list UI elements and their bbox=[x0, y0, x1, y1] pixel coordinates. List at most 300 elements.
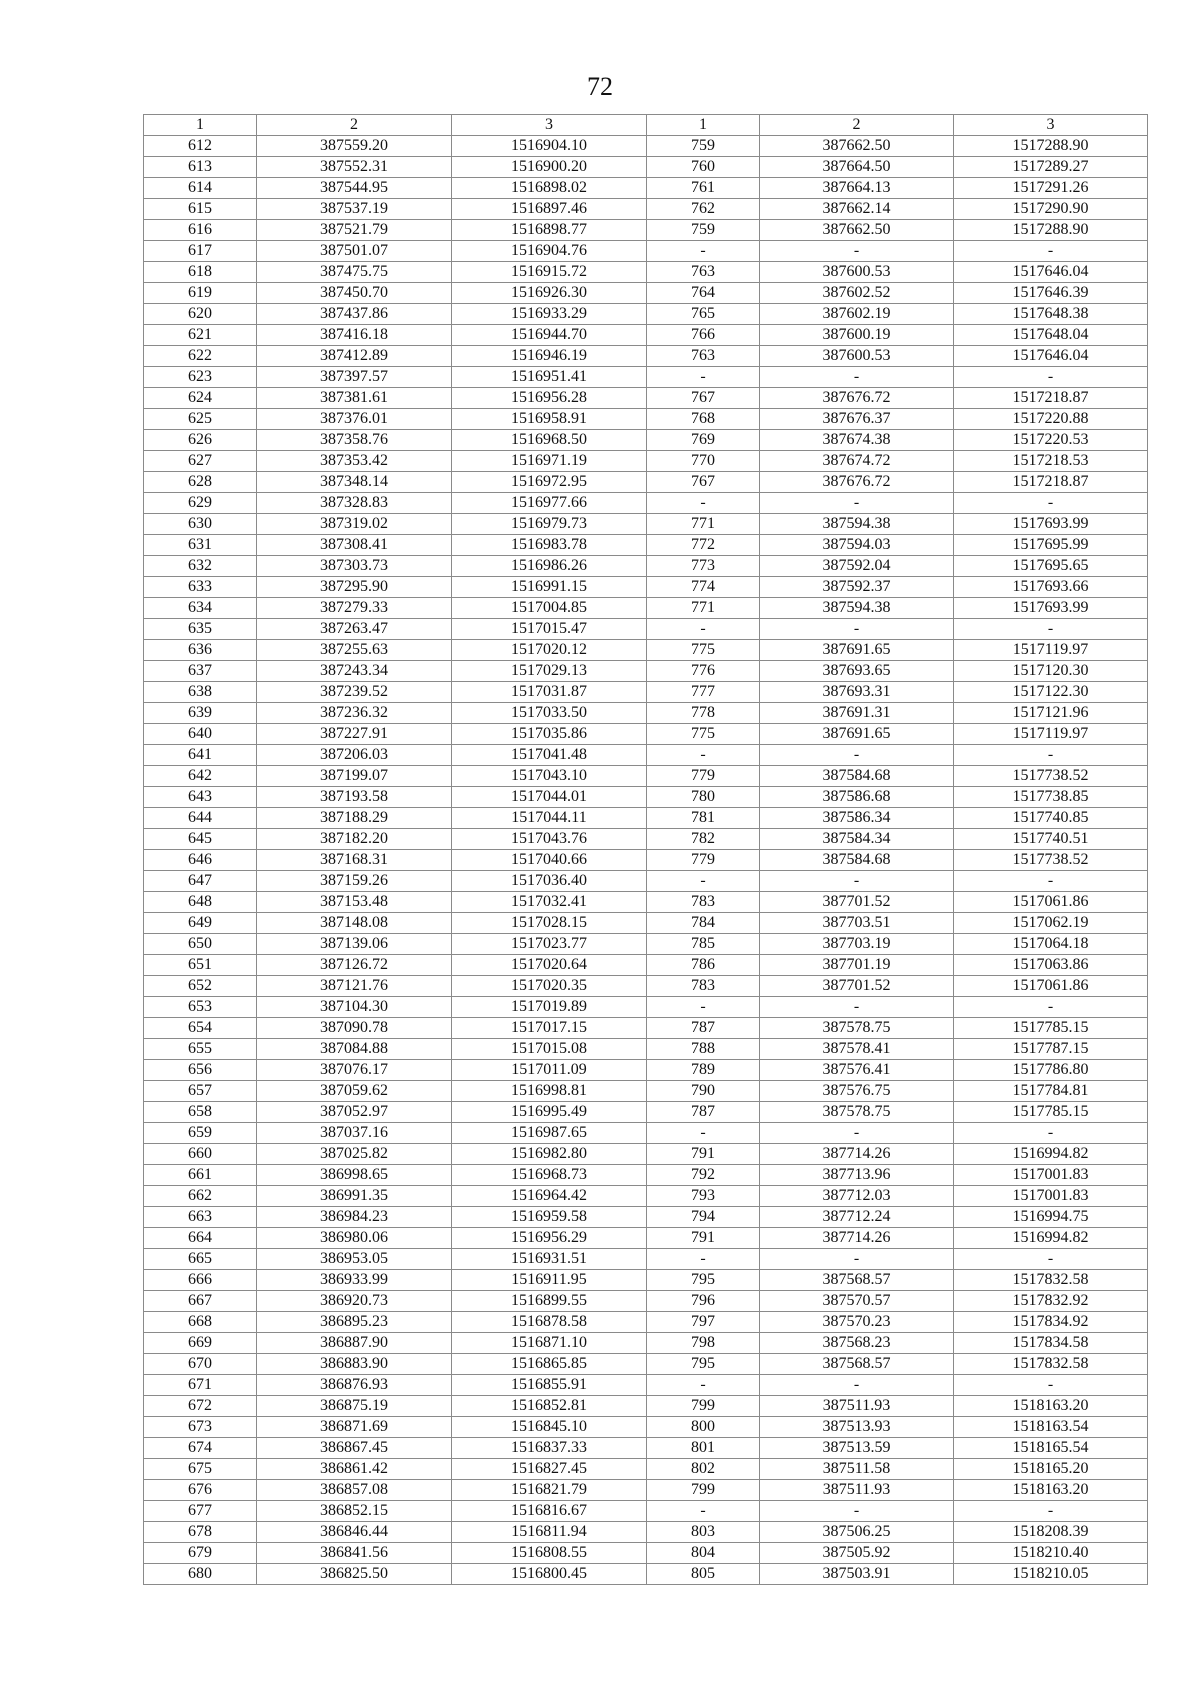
y-coordinate-cell: 1517061.86 bbox=[954, 892, 1148, 913]
y-coordinate-cell: - bbox=[954, 367, 1148, 388]
y-coordinate-cell: 1517738.52 bbox=[954, 850, 1148, 871]
y-coordinate-cell: 1517832.92 bbox=[954, 1291, 1148, 1312]
y-coordinate-cell: 1517834.92 bbox=[954, 1312, 1148, 1333]
y-coordinate-cell: 1516959.58 bbox=[452, 1207, 647, 1228]
y-coordinate-cell: 1517017.15 bbox=[452, 1018, 647, 1039]
x-coordinate-cell: 387691.65 bbox=[760, 640, 954, 661]
x-coordinate-cell: 387511.93 bbox=[760, 1396, 954, 1417]
point-number-cell: - bbox=[647, 997, 760, 1018]
x-coordinate-cell: 387662.50 bbox=[760, 136, 954, 157]
x-coordinate-cell: 387600.53 bbox=[760, 262, 954, 283]
point-number-cell: 630 bbox=[144, 514, 257, 535]
x-coordinate-cell: 387308.41 bbox=[257, 535, 452, 556]
point-number-cell: 652 bbox=[144, 976, 257, 997]
point-number-cell: 800 bbox=[647, 1417, 760, 1438]
point-number-cell: 638 bbox=[144, 682, 257, 703]
point-number-cell: 617 bbox=[144, 241, 257, 262]
point-number-cell: 626 bbox=[144, 430, 257, 451]
y-coordinate-cell: 1516898.77 bbox=[452, 220, 647, 241]
x-coordinate-cell: 387295.90 bbox=[257, 577, 452, 598]
y-coordinate-cell: 1518163.54 bbox=[954, 1417, 1148, 1438]
x-coordinate-cell: 386953.05 bbox=[257, 1249, 452, 1270]
x-coordinate-cell: 387537.19 bbox=[257, 199, 452, 220]
y-coordinate-cell: 1516994.82 bbox=[954, 1228, 1148, 1249]
y-coordinate-cell: 1517832.58 bbox=[954, 1354, 1148, 1375]
y-coordinate-cell: 1517019.89 bbox=[452, 997, 647, 1018]
y-coordinate-cell: 1516865.85 bbox=[452, 1354, 647, 1375]
point-number-cell: 675 bbox=[144, 1459, 257, 1480]
point-number-cell: 791 bbox=[647, 1144, 760, 1165]
table-row bbox=[144, 304, 1148, 325]
y-coordinate-cell: 1516951.41 bbox=[452, 367, 647, 388]
y-coordinate-cell: 1516968.50 bbox=[452, 430, 647, 451]
table-row bbox=[144, 136, 1148, 157]
x-coordinate-cell: 387052.97 bbox=[257, 1102, 452, 1123]
y-coordinate-cell: 1517015.08 bbox=[452, 1039, 647, 1060]
y-coordinate-cell: 1517740.85 bbox=[954, 808, 1148, 829]
y-coordinate-cell: 1516898.02 bbox=[452, 178, 647, 199]
y-coordinate-cell: 1516931.51 bbox=[452, 1249, 647, 1270]
point-number-cell: 777 bbox=[647, 682, 760, 703]
x-coordinate-cell: 387319.02 bbox=[257, 514, 452, 535]
point-number-cell: 670 bbox=[144, 1354, 257, 1375]
y-coordinate-cell: 1517693.99 bbox=[954, 514, 1148, 535]
point-number-cell: 796 bbox=[647, 1291, 760, 1312]
point-number-cell: 801 bbox=[647, 1438, 760, 1459]
y-coordinate-cell: 1517040.66 bbox=[452, 850, 647, 871]
point-number-cell: 628 bbox=[144, 472, 257, 493]
x-coordinate-cell: 386920.73 bbox=[257, 1291, 452, 1312]
x-coordinate-cell: 387126.72 bbox=[257, 955, 452, 976]
y-coordinate-cell: 1516933.29 bbox=[452, 304, 647, 325]
table-row bbox=[144, 1186, 1148, 1207]
x-coordinate-cell: 387676.72 bbox=[760, 472, 954, 493]
point-number-cell: 625 bbox=[144, 409, 257, 430]
point-number-cell: 797 bbox=[647, 1312, 760, 1333]
y-coordinate-cell: 1517001.83 bbox=[954, 1186, 1148, 1207]
x-coordinate-cell: 386875.19 bbox=[257, 1396, 452, 1417]
x-coordinate-cell: 387570.23 bbox=[760, 1312, 954, 1333]
y-coordinate-cell: 1517020.35 bbox=[452, 976, 647, 997]
x-coordinate-cell: 387578.75 bbox=[760, 1102, 954, 1123]
point-number-cell: 779 bbox=[647, 766, 760, 787]
point-number-cell: 658 bbox=[144, 1102, 257, 1123]
x-coordinate-cell: 387693.31 bbox=[760, 682, 954, 703]
x-coordinate-cell: 386933.99 bbox=[257, 1270, 452, 1291]
point-number-cell: 771 bbox=[647, 514, 760, 535]
x-coordinate-cell: 387513.59 bbox=[760, 1438, 954, 1459]
x-coordinate-cell: - bbox=[760, 619, 954, 640]
y-coordinate-cell: 1516816.67 bbox=[452, 1501, 647, 1522]
table-header-row bbox=[144, 115, 1148, 136]
y-coordinate-cell: 1517648.04 bbox=[954, 325, 1148, 346]
point-number-cell: 781 bbox=[647, 808, 760, 829]
table-row bbox=[144, 388, 1148, 409]
x-coordinate-cell: 387199.07 bbox=[257, 766, 452, 787]
point-number-cell: - bbox=[647, 1123, 760, 1144]
x-coordinate-cell: - bbox=[760, 1501, 954, 1522]
x-coordinate-cell: 387148.08 bbox=[257, 913, 452, 934]
y-coordinate-cell: 1517041.48 bbox=[452, 745, 647, 766]
y-coordinate-cell: 1516904.76 bbox=[452, 241, 647, 262]
x-coordinate-cell: 386857.08 bbox=[257, 1480, 452, 1501]
point-number-cell: 655 bbox=[144, 1039, 257, 1060]
y-coordinate-cell: 1517695.65 bbox=[954, 556, 1148, 577]
y-coordinate-cell: 1516977.66 bbox=[452, 493, 647, 514]
y-coordinate-cell: 1517001.83 bbox=[954, 1165, 1148, 1186]
point-number-cell: 679 bbox=[144, 1543, 257, 1564]
x-coordinate-cell: - bbox=[760, 1375, 954, 1396]
table-row bbox=[144, 724, 1148, 745]
table-row bbox=[144, 745, 1148, 766]
x-coordinate-cell: 387227.91 bbox=[257, 724, 452, 745]
point-number-cell: 671 bbox=[144, 1375, 257, 1396]
point-number-cell: 674 bbox=[144, 1438, 257, 1459]
x-coordinate-cell: 387693.65 bbox=[760, 661, 954, 682]
point-number-cell: 767 bbox=[647, 472, 760, 493]
point-number-cell: 623 bbox=[144, 367, 257, 388]
point-number-cell: 770 bbox=[647, 451, 760, 472]
y-coordinate-cell: 1517032.41 bbox=[452, 892, 647, 913]
table-row bbox=[144, 1123, 1148, 1144]
point-number-cell: 678 bbox=[144, 1522, 257, 1543]
x-coordinate-cell: 387139.06 bbox=[257, 934, 452, 955]
x-coordinate-cell: 387511.93 bbox=[760, 1480, 954, 1501]
table-row bbox=[144, 1144, 1148, 1165]
x-coordinate-cell: 387664.50 bbox=[760, 157, 954, 178]
y-coordinate-cell: 1517784.81 bbox=[954, 1081, 1148, 1102]
x-coordinate-cell: 387025.82 bbox=[257, 1144, 452, 1165]
y-coordinate-cell: 1517288.90 bbox=[954, 136, 1148, 157]
y-coordinate-cell: 1517033.50 bbox=[452, 703, 647, 724]
x-coordinate-cell: - bbox=[760, 745, 954, 766]
point-number-cell: 635 bbox=[144, 619, 257, 640]
point-number-cell: 642 bbox=[144, 766, 257, 787]
y-coordinate-cell: 1517646.39 bbox=[954, 283, 1148, 304]
coordinates-table bbox=[143, 114, 1148, 1585]
y-coordinate-cell: 1517693.99 bbox=[954, 598, 1148, 619]
y-coordinate-cell: 1516987.65 bbox=[452, 1123, 647, 1144]
point-number-cell: 769 bbox=[647, 430, 760, 451]
x-coordinate-cell: 387713.96 bbox=[760, 1165, 954, 1186]
point-number-cell: 795 bbox=[647, 1354, 760, 1375]
point-number-cell: 662 bbox=[144, 1186, 257, 1207]
y-coordinate-cell: 1517218.87 bbox=[954, 388, 1148, 409]
point-number-cell: 774 bbox=[647, 577, 760, 598]
y-coordinate-cell: 1516808.55 bbox=[452, 1543, 647, 1564]
x-coordinate-cell: 386852.15 bbox=[257, 1501, 452, 1522]
y-coordinate-cell: 1517064.18 bbox=[954, 934, 1148, 955]
y-coordinate-cell: 1517035.86 bbox=[452, 724, 647, 745]
table-row bbox=[144, 1354, 1148, 1375]
point-number-cell: 646 bbox=[144, 850, 257, 871]
table-row bbox=[144, 640, 1148, 661]
x-coordinate-cell: - bbox=[760, 997, 954, 1018]
point-number-cell: 618 bbox=[144, 262, 257, 283]
table-row bbox=[144, 619, 1148, 640]
table-row bbox=[144, 1207, 1148, 1228]
point-number-cell: 760 bbox=[647, 157, 760, 178]
point-number-cell: 771 bbox=[647, 598, 760, 619]
table-row bbox=[144, 661, 1148, 682]
table-row bbox=[144, 1501, 1148, 1522]
y-coordinate-cell: 1517122.30 bbox=[954, 682, 1148, 703]
table-row bbox=[144, 556, 1148, 577]
point-number-cell: 636 bbox=[144, 640, 257, 661]
y-coordinate-cell: 1517220.53 bbox=[954, 430, 1148, 451]
table-row bbox=[144, 199, 1148, 220]
point-number-cell: 768 bbox=[647, 409, 760, 430]
point-number-cell: 787 bbox=[647, 1102, 760, 1123]
point-number-cell: 762 bbox=[647, 199, 760, 220]
table-row bbox=[144, 1396, 1148, 1417]
point-number-cell: 799 bbox=[647, 1396, 760, 1417]
table-row bbox=[144, 1564, 1148, 1585]
point-number-cell: 627 bbox=[144, 451, 257, 472]
x-coordinate-cell: 387376.01 bbox=[257, 409, 452, 430]
y-coordinate-cell: 1516811.94 bbox=[452, 1522, 647, 1543]
y-coordinate-cell: 1517020.12 bbox=[452, 640, 647, 661]
y-coordinate-cell: 1516926.30 bbox=[452, 283, 647, 304]
table-row bbox=[144, 1312, 1148, 1333]
x-coordinate-cell: 387521.79 bbox=[257, 220, 452, 241]
point-number-cell: 786 bbox=[647, 955, 760, 976]
x-coordinate-cell: - bbox=[760, 871, 954, 892]
x-coordinate-cell: 387712.24 bbox=[760, 1207, 954, 1228]
x-coordinate-cell: 387084.88 bbox=[257, 1039, 452, 1060]
x-coordinate-cell: 386861.42 bbox=[257, 1459, 452, 1480]
point-number-cell: 653 bbox=[144, 997, 257, 1018]
y-coordinate-cell: 1517834.58 bbox=[954, 1333, 1148, 1354]
x-coordinate-cell: 387037.16 bbox=[257, 1123, 452, 1144]
x-coordinate-cell: 387511.58 bbox=[760, 1459, 954, 1480]
table-row bbox=[144, 1102, 1148, 1123]
point-number-cell: 794 bbox=[647, 1207, 760, 1228]
y-coordinate-cell: 1516899.55 bbox=[452, 1291, 647, 1312]
point-number-cell: 639 bbox=[144, 703, 257, 724]
y-coordinate-cell: 1518210.05 bbox=[954, 1564, 1148, 1585]
x-coordinate-cell: 386825.50 bbox=[257, 1564, 452, 1585]
y-coordinate-cell: 1516855.91 bbox=[452, 1375, 647, 1396]
y-coordinate-cell: 1516994.75 bbox=[954, 1207, 1148, 1228]
point-number-cell: 621 bbox=[144, 325, 257, 346]
x-coordinate-cell: 387437.86 bbox=[257, 304, 452, 325]
x-coordinate-cell: 387662.50 bbox=[760, 220, 954, 241]
x-coordinate-cell: 387701.52 bbox=[760, 892, 954, 913]
y-coordinate-cell: 1517020.64 bbox=[452, 955, 647, 976]
table-row bbox=[144, 598, 1148, 619]
x-coordinate-cell: 387584.68 bbox=[760, 766, 954, 787]
x-coordinate-cell: 387674.72 bbox=[760, 451, 954, 472]
y-coordinate-cell: 1516964.42 bbox=[452, 1186, 647, 1207]
y-coordinate-cell: 1516958.91 bbox=[452, 409, 647, 430]
y-coordinate-cell: 1517062.19 bbox=[954, 913, 1148, 934]
point-number-cell: 663 bbox=[144, 1207, 257, 1228]
y-coordinate-cell: 1516837.33 bbox=[452, 1438, 647, 1459]
point-number-cell: 772 bbox=[647, 535, 760, 556]
y-coordinate-cell: 1517291.26 bbox=[954, 178, 1148, 199]
table-row bbox=[144, 451, 1148, 472]
y-coordinate-cell: 1517044.11 bbox=[452, 808, 647, 829]
y-coordinate-cell: 1516821.79 bbox=[452, 1480, 647, 1501]
y-coordinate-cell: 1516944.70 bbox=[452, 325, 647, 346]
point-number-cell: 615 bbox=[144, 199, 257, 220]
point-number-cell: 790 bbox=[647, 1081, 760, 1102]
x-coordinate-cell: - bbox=[760, 241, 954, 262]
y-coordinate-cell: 1517029.13 bbox=[452, 661, 647, 682]
x-coordinate-cell: 387501.07 bbox=[257, 241, 452, 262]
x-coordinate-cell: 387513.93 bbox=[760, 1417, 954, 1438]
y-coordinate-cell: 1517832.58 bbox=[954, 1270, 1148, 1291]
point-number-cell: 759 bbox=[647, 136, 760, 157]
table-row bbox=[144, 1039, 1148, 1060]
point-number-cell: 783 bbox=[647, 892, 760, 913]
table-row bbox=[144, 1249, 1148, 1270]
point-number-cell: 775 bbox=[647, 640, 760, 661]
x-coordinate-cell: 387182.20 bbox=[257, 829, 452, 850]
x-coordinate-cell: 387586.34 bbox=[760, 808, 954, 829]
x-coordinate-cell: 386867.45 bbox=[257, 1438, 452, 1459]
y-coordinate-cell: 1516956.28 bbox=[452, 388, 647, 409]
table-row bbox=[144, 913, 1148, 934]
header-cell: 2 bbox=[257, 115, 452, 136]
point-number-cell: 805 bbox=[647, 1564, 760, 1585]
table-row bbox=[144, 808, 1148, 829]
x-coordinate-cell: 387714.26 bbox=[760, 1144, 954, 1165]
point-number-cell: 804 bbox=[647, 1543, 760, 1564]
table-row bbox=[144, 283, 1148, 304]
y-coordinate-cell: 1516979.73 bbox=[452, 514, 647, 535]
point-number-cell: 788 bbox=[647, 1039, 760, 1060]
table-row bbox=[144, 472, 1148, 493]
table-row bbox=[144, 325, 1148, 346]
point-number-cell: 624 bbox=[144, 388, 257, 409]
point-number-cell: 765 bbox=[647, 304, 760, 325]
point-number-cell: - bbox=[647, 871, 760, 892]
y-coordinate-cell: 1517044.01 bbox=[452, 787, 647, 808]
x-coordinate-cell: - bbox=[760, 1249, 954, 1270]
point-number-cell: 659 bbox=[144, 1123, 257, 1144]
y-coordinate-cell: 1517043.10 bbox=[452, 766, 647, 787]
y-coordinate-cell: 1516900.20 bbox=[452, 157, 647, 178]
y-coordinate-cell: 1517004.85 bbox=[452, 598, 647, 619]
point-number-cell: 791 bbox=[647, 1228, 760, 1249]
point-number-cell: 778 bbox=[647, 703, 760, 724]
x-coordinate-cell: 387592.04 bbox=[760, 556, 954, 577]
x-coordinate-cell: 387676.72 bbox=[760, 388, 954, 409]
y-coordinate-cell: - bbox=[954, 493, 1148, 514]
point-number-cell: 654 bbox=[144, 1018, 257, 1039]
y-coordinate-cell: 1516897.46 bbox=[452, 199, 647, 220]
point-number-cell: 643 bbox=[144, 787, 257, 808]
table-row bbox=[144, 1291, 1148, 1312]
x-coordinate-cell: 386895.23 bbox=[257, 1312, 452, 1333]
x-coordinate-cell: 387584.34 bbox=[760, 829, 954, 850]
y-coordinate-cell: 1517031.87 bbox=[452, 682, 647, 703]
x-coordinate-cell: 387255.63 bbox=[257, 640, 452, 661]
x-coordinate-cell: 387236.32 bbox=[257, 703, 452, 724]
x-coordinate-cell: 387664.13 bbox=[760, 178, 954, 199]
table-row bbox=[144, 346, 1148, 367]
x-coordinate-cell: 386883.90 bbox=[257, 1354, 452, 1375]
point-number-cell: 633 bbox=[144, 577, 257, 598]
x-coordinate-cell: 387586.68 bbox=[760, 787, 954, 808]
x-coordinate-cell: 387104.30 bbox=[257, 997, 452, 1018]
y-coordinate-cell: 1516991.15 bbox=[452, 577, 647, 598]
point-number-cell: 650 bbox=[144, 934, 257, 955]
point-number-cell: - bbox=[647, 745, 760, 766]
header-cell: 1 bbox=[647, 115, 760, 136]
table-row bbox=[144, 1375, 1148, 1396]
y-coordinate-cell: 1517023.77 bbox=[452, 934, 647, 955]
x-coordinate-cell: 387303.73 bbox=[257, 556, 452, 577]
x-coordinate-cell: 387416.18 bbox=[257, 325, 452, 346]
x-coordinate-cell: 387121.76 bbox=[257, 976, 452, 997]
x-coordinate-cell: 387578.41 bbox=[760, 1039, 954, 1060]
point-number-cell: 664 bbox=[144, 1228, 257, 1249]
point-number-cell: 673 bbox=[144, 1417, 257, 1438]
x-coordinate-cell: 386998.65 bbox=[257, 1165, 452, 1186]
table-row bbox=[144, 1417, 1148, 1438]
table-row bbox=[144, 766, 1148, 787]
point-number-cell: 648 bbox=[144, 892, 257, 913]
table-row bbox=[144, 1081, 1148, 1102]
table-row bbox=[144, 955, 1148, 976]
x-coordinate-cell: 387570.57 bbox=[760, 1291, 954, 1312]
y-coordinate-cell: 1518165.20 bbox=[954, 1459, 1148, 1480]
x-coordinate-cell: 387279.33 bbox=[257, 598, 452, 619]
table-row bbox=[144, 871, 1148, 892]
y-coordinate-cell: 1517063.86 bbox=[954, 955, 1148, 976]
point-number-cell: 680 bbox=[144, 1564, 257, 1585]
x-coordinate-cell: 387059.62 bbox=[257, 1081, 452, 1102]
y-coordinate-cell: 1516971.19 bbox=[452, 451, 647, 472]
y-coordinate-cell: 1517028.15 bbox=[452, 913, 647, 934]
x-coordinate-cell: 387568.57 bbox=[760, 1354, 954, 1375]
table-row bbox=[144, 178, 1148, 199]
y-coordinate-cell: 1517288.90 bbox=[954, 220, 1148, 241]
y-coordinate-cell: 1516986.26 bbox=[452, 556, 647, 577]
point-number-cell: 667 bbox=[144, 1291, 257, 1312]
point-number-cell: 666 bbox=[144, 1270, 257, 1291]
point-number-cell: 798 bbox=[647, 1333, 760, 1354]
point-number-cell: 631 bbox=[144, 535, 257, 556]
y-coordinate-cell: 1517693.66 bbox=[954, 577, 1148, 598]
y-coordinate-cell: 1517015.47 bbox=[452, 619, 647, 640]
y-coordinate-cell: 1518208.39 bbox=[954, 1522, 1148, 1543]
point-number-cell: 780 bbox=[647, 787, 760, 808]
header-cell: 3 bbox=[452, 115, 647, 136]
point-number-cell: 641 bbox=[144, 745, 257, 766]
table-row bbox=[144, 1018, 1148, 1039]
x-coordinate-cell: 387193.58 bbox=[257, 787, 452, 808]
y-coordinate-cell: - bbox=[954, 997, 1148, 1018]
y-coordinate-cell: 1516998.81 bbox=[452, 1081, 647, 1102]
table-row bbox=[144, 1522, 1148, 1543]
y-coordinate-cell: 1516911.95 bbox=[452, 1270, 647, 1291]
point-number-cell: 661 bbox=[144, 1165, 257, 1186]
point-number-cell: 651 bbox=[144, 955, 257, 976]
point-number-cell: 773 bbox=[647, 556, 760, 577]
table-row bbox=[144, 1333, 1148, 1354]
table-row bbox=[144, 1270, 1148, 1291]
table-row bbox=[144, 787, 1148, 808]
table-row bbox=[144, 493, 1148, 514]
point-number-cell: 767 bbox=[647, 388, 760, 409]
x-coordinate-cell: 387568.57 bbox=[760, 1270, 954, 1291]
header-cell: 3 bbox=[954, 115, 1148, 136]
table-row bbox=[144, 682, 1148, 703]
